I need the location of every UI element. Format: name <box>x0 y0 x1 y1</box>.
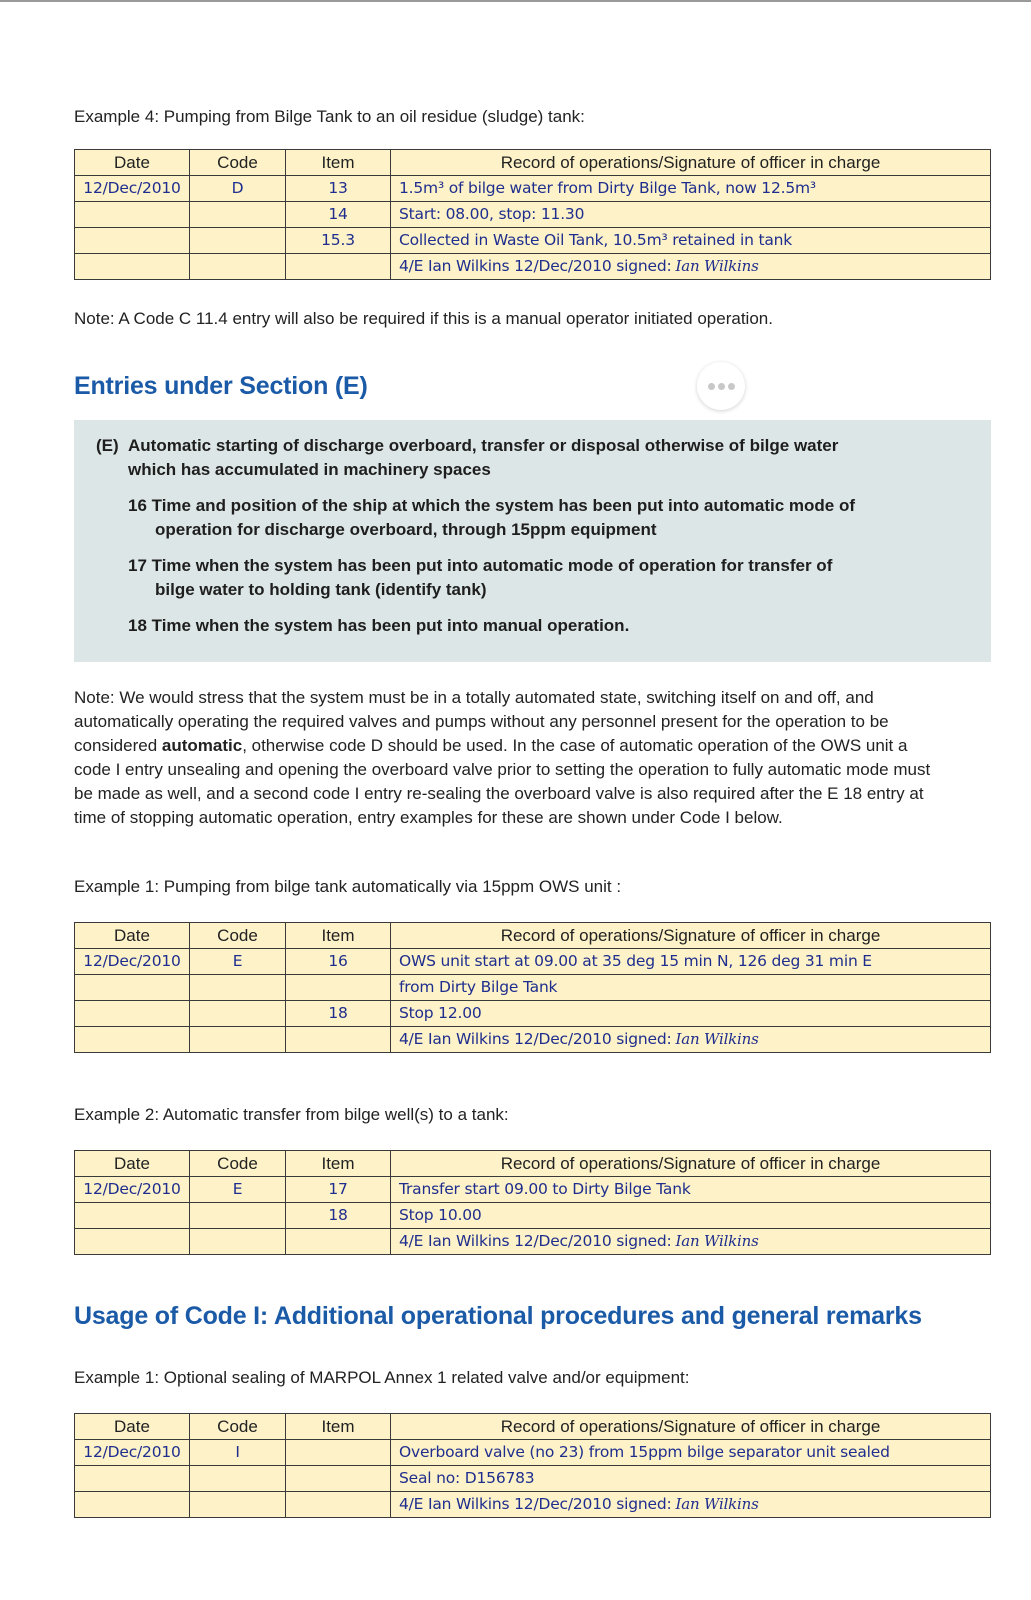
header-code: Code <box>190 1414 286 1440</box>
header-code: Code <box>190 923 286 949</box>
note-text: , otherwise code D should be used. In the case of automatic operation of the OWS unit a <box>242 736 908 755</box>
page-top-border <box>0 0 1031 2</box>
cell-record: 1.5m³ of bilge water from Dirty Bilge Tank, now 12.5m³ <box>391 176 991 202</box>
table-row <box>75 228 991 254</box>
cell-date <box>75 202 190 228</box>
header-item: Item <box>286 1414 391 1440</box>
section-e-note-line5: be made as well, and a second code I entry re-sealing the overboard valve is also required after the E 18 entry at <box>74 784 924 803</box>
table-header-row <box>75 1151 991 1177</box>
section-e-note-line6: time of stopping automatic operation, entry examples for these are shown under Code I below. <box>74 808 783 827</box>
table-row <box>75 1203 991 1229</box>
table-row <box>75 1440 991 1466</box>
cell-date: 12/Dec/2010 <box>75 1177 190 1203</box>
cell-item: 18 <box>286 1203 391 1229</box>
signature-cell <box>391 1027 991 1053</box>
signature-row <box>75 254 991 280</box>
cell-item: 17 <box>286 1177 391 1203</box>
section-e-note-line1: Note: We would stress that the system must be in a totally automated state, switching itself on and off, and <box>74 688 874 707</box>
cell-date <box>75 1466 190 1492</box>
cell-code: D <box>190 176 286 202</box>
cell-record: OWS unit start at 09.00 at 35 deg 15 min N, 126 deg 31 min E <box>391 949 991 975</box>
cell-code: I <box>190 1440 286 1466</box>
cell-item: 13 <box>286 176 391 202</box>
cell-item: 18 <box>286 1001 391 1027</box>
cell-item: 14 <box>286 202 391 228</box>
cell-date: 12/Dec/2010 <box>75 176 190 202</box>
cell-code <box>190 1466 286 1492</box>
code-i-example-1-intro: Example 1: Optional sealing of MARPOL Annex 1 related valve and/or equipment: <box>74 1368 690 1387</box>
item-17-line1: 17 Time when the system has been put into automatic mode of operation for transfer of <box>128 556 833 575</box>
cell-record: Stop 10.00 <box>391 1203 991 1229</box>
section-e-title-line2: which has accumulated in machinery spaces <box>128 460 491 479</box>
section-e-note-line2: automatically operating the required valves and pumps without any personnel present for the operation to be <box>74 712 889 731</box>
table-row <box>75 1177 991 1203</box>
header-code: Code <box>190 150 286 176</box>
example-4-intro: Example 4: Pumping from Bilge Tank to an oil residue (sludge) tank: <box>74 107 585 126</box>
section-e-heading: Entries under Section (E) <box>74 372 368 400</box>
item-16-line1: 16 Time and position of the ship at which the system has been put into automatic mode of <box>128 496 855 515</box>
header-date: Date <box>75 923 190 949</box>
header-date: Date <box>75 150 190 176</box>
item-18: 18 Time when the system has been put into manual operation. <box>128 616 630 635</box>
section-e-example-2-intro: Example 2: Automatic transfer from bilge well(s) to a tank: <box>74 1105 509 1124</box>
cell-record: Collected in Waste Oil Tank, 10.5m³ retained in tank <box>391 228 991 254</box>
cell-item <box>286 1466 391 1492</box>
cell-record: Overboard valve (no 23) from 15ppm bilge separator unit sealed <box>391 1440 991 1466</box>
cell-record: Stop 12.00 <box>391 1001 991 1027</box>
table-row <box>75 949 991 975</box>
cell-code <box>190 1203 286 1229</box>
section-e-title-line1: Automatic starting of discharge overboard, transfer or disposal otherwise of bilge water <box>128 436 839 455</box>
section-e-note-line4: code I entry unsealing and opening the overboard valve prior to setting the operation to fully automatic mode must <box>74 760 931 779</box>
signature-row <box>75 1229 991 1255</box>
signature-cell <box>391 1229 991 1255</box>
signature-cell <box>391 254 991 280</box>
cell-code <box>190 228 286 254</box>
table-row <box>75 176 991 202</box>
signature-text: 4/E Ian Wilkins 12/Dec/2010 signed: <box>399 1495 672 1513</box>
header-item: Item <box>286 1151 391 1177</box>
section-e-note-line3 <box>74 734 907 758</box>
section-e-example-1-intro: Example 1: Pumping from bilge tank automatically via 15ppm OWS unit : <box>74 877 622 896</box>
note-emphasis: automatic <box>161 736 243 755</box>
cell-code <box>190 202 286 228</box>
cell-date: 12/Dec/2010 <box>75 949 190 975</box>
item-16-line2: operation for discharge overboard, through 15ppm equipment <box>155 520 657 539</box>
header-code: Code <box>190 1151 286 1177</box>
header-record: Record of operations/Signature of officer in charge <box>391 150 991 176</box>
header-record: Record of operations/Signature of officer in charge <box>391 1414 991 1440</box>
section-e-definition-box <box>74 420 991 662</box>
table-row <box>75 1466 991 1492</box>
cell-record: Transfer start 09.00 to Dirty Bilge Tank <box>391 1177 991 1203</box>
cell-code: E <box>190 949 286 975</box>
signature-text: 4/E Ian Wilkins 12/Dec/2010 signed: <box>399 1030 672 1048</box>
item-17-line2: bilge water to holding tank (identify tank) <box>155 580 487 599</box>
handwritten-signature: Ian Wilkins <box>675 1030 759 1048</box>
cell-date <box>75 228 190 254</box>
header-record: Record of operations/Signature of officer in charge <box>391 1151 991 1177</box>
cell-item <box>286 1440 391 1466</box>
example-4-note: Note: A Code C 11.4 entry will also be required if this is a manual operator initiated operation. <box>74 309 773 328</box>
cell-date <box>75 975 190 1001</box>
cell-record: Start: 08.00, stop: 11.30 <box>391 202 991 228</box>
signature-text: 4/E Ian Wilkins 12/Dec/2010 signed: <box>399 1232 672 1250</box>
signature-row <box>75 1492 991 1518</box>
header-item: Item <box>286 150 391 176</box>
header-item: Item <box>286 923 391 949</box>
header-date: Date <box>75 1414 190 1440</box>
table-row <box>75 975 991 1001</box>
signature-cell <box>391 1492 991 1518</box>
section-e-title-prefix: (E) <box>96 436 119 455</box>
cell-item: 16 <box>286 949 391 975</box>
cell-record: from Dirty Bilge Tank <box>391 975 991 1001</box>
cell-code <box>190 975 286 1001</box>
header-date: Date <box>75 1151 190 1177</box>
cell-date: 12/Dec/2010 <box>75 1440 190 1466</box>
handwritten-signature: Ian Wilkins <box>675 257 759 275</box>
header-record: Record of operations/Signature of officer in charge <box>391 923 991 949</box>
cell-record: Seal no: D156783 <box>391 1466 991 1492</box>
table-row <box>75 1001 991 1027</box>
section-e-example-2-table <box>74 1150 991 1255</box>
handwritten-signature: Ian Wilkins <box>675 1495 759 1513</box>
cell-item: 15.3 <box>286 228 391 254</box>
table-header-row <box>75 150 991 176</box>
signature-text: 4/E Ian Wilkins 12/Dec/2010 signed: <box>399 257 672 275</box>
more-options-icon[interactable] <box>697 362 745 410</box>
handwritten-signature: Ian Wilkins <box>675 1232 759 1250</box>
table-header-row <box>75 1414 991 1440</box>
example-4-table <box>74 149 991 280</box>
cell-item <box>286 975 391 1001</box>
cell-date <box>75 1203 190 1229</box>
table-row <box>75 202 991 228</box>
cell-code: E <box>190 1177 286 1203</box>
table-header-row <box>75 923 991 949</box>
signature-row <box>75 1027 991 1053</box>
note-text: considered <box>74 736 162 755</box>
cell-code <box>190 1001 286 1027</box>
code-i-heading: Usage of Code I: Additional operational procedures and general remarks <box>74 1302 922 1330</box>
section-e-example-1-table <box>74 922 991 1053</box>
cell-date <box>75 1001 190 1027</box>
code-i-example-1-table <box>74 1413 991 1518</box>
